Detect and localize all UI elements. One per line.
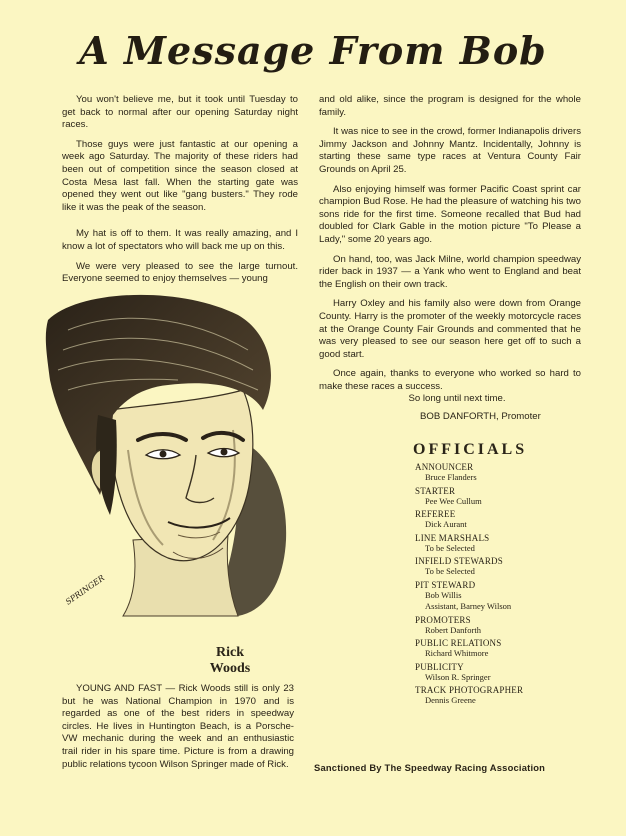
page-title: A Message From Bob <box>79 28 547 73</box>
official-name: To be Selected <box>425 566 475 576</box>
message-paragraph: Harry Oxley and his family also were down from Orange County. Harry is the promoter of the weekly motorcycle races at the Orange County Fair Grounds and commented that he was very pleased to see our season here get off to such a good start. <box>319 298 581 360</box>
official-name: Wilson R. Springer <box>425 671 491 682</box>
official-name: Dick Aurant <box>425 519 467 529</box>
message-paragraph: We were very pleased to see the large turnout. Everyone seemed to enjoy themselves — young <box>62 260 298 285</box>
officials-heading: OFFICIALS <box>413 441 528 458</box>
artist-signature: SPRINGER <box>63 573 107 607</box>
message-paragraph: and old alike, since the program is designed for the whole family. <box>319 94 581 118</box>
official-role: PUBLIC RELATIONS <box>415 638 502 648</box>
official-role: INFIELD STEWARDS <box>415 556 503 566</box>
message-paragraph: It was nice to see in the crowd, former Indianapolis drivers Jimmy Jackson and Johnny Mantz. Incidentally, Johnny is starting these same type races at Ventura County Fair Grounds on April 25. <box>319 126 581 175</box>
official-name: To be Selected <box>425 542 475 553</box>
official-role: PUBLICITY <box>415 661 464 672</box>
portrait-name <box>190 645 270 677</box>
official-role: REFEREE <box>415 509 456 519</box>
official-role: STARTER <box>415 485 456 496</box>
message-column-right <box>319 94 581 413</box>
official-role: PROMOTERS <box>415 614 471 625</box>
promoter-signature: BOB DANFORTH, Promoter <box>420 411 541 422</box>
official-name: Bob Willis <box>425 589 462 600</box>
official-name: Assistant, Barney Wilson <box>425 601 512 611</box>
official-role: PIT STEWARD <box>415 579 476 590</box>
message-paragraph: You won't believe me, but it took until Tuesday to get back to normal after our opening Saturday night races. <box>62 94 298 131</box>
portrait-first-name: Rick <box>216 645 244 660</box>
message-paragraph: Also enjoying himself was former Pacific Coast sprint car champion Bud Rose. He had the pleasure of watching his two sons ride for the first time. Someone recalled that Bud had doubled for Clark Gable in the motion picture "To Please a Lady," some 20 years ago. <box>319 183 581 245</box>
official-role: ANNOUNCER <box>415 462 474 472</box>
official-role: LINE MARSHALS <box>415 532 490 543</box>
message-paragraph: Once again, thanks to everyone who worked so hard to make these races a success. <box>319 368 581 392</box>
rick-woods-portrait <box>38 290 292 618</box>
sanction-line: Sanctioned By The Speedway Racing Association <box>314 762 546 773</box>
official-role: TRACK PHOTOGRAPHER <box>415 685 524 695</box>
closing-line: So long until next time. <box>408 393 506 405</box>
portrait-caption: YOUNG AND FAST — Rick Woods still is only 23 but he was National Champion in 1970 and is regarded as one of the best riders in speedway circles. He lives in Huntington Beach, is a Porsche-VW mechanic during the week and an enthusiastic trail rider in his spare time. Picture is from a drawing public relations tycoon Wilson Springer made of Rick. <box>62 683 294 770</box>
portrait-last-name: Woods <box>209 661 251 676</box>
official-name: Richard Whitmore <box>425 648 489 658</box>
official-name: Pee Wee Cullum <box>425 495 482 506</box>
official-name: Dennis Greene <box>425 695 476 705</box>
message-paragraph: On hand, too, was Jack Milne, world champion speedway rider back in 1937 — a Yank who went to England and beat the English on their own track. <box>319 253 581 290</box>
message-paragraph: My hat is off to them. It was really amazing, and I know a lot of spectators who will back me up on this. <box>62 228 298 252</box>
message-column-left <box>62 94 298 293</box>
official-name: Robert Danforth <box>425 624 481 635</box>
officials-list <box>415 460 595 707</box>
message-paragraph: Those guys were just fantastic at our opening a week ago Saturday. The majority of these riders had been out of competition since the season closed at Costa Mesa last fall. When the starting gate was opened they went out like "gang busters." They rode like it was the peak of the season. <box>62 138 298 213</box>
official-name: Bruce Flanders <box>425 472 477 482</box>
